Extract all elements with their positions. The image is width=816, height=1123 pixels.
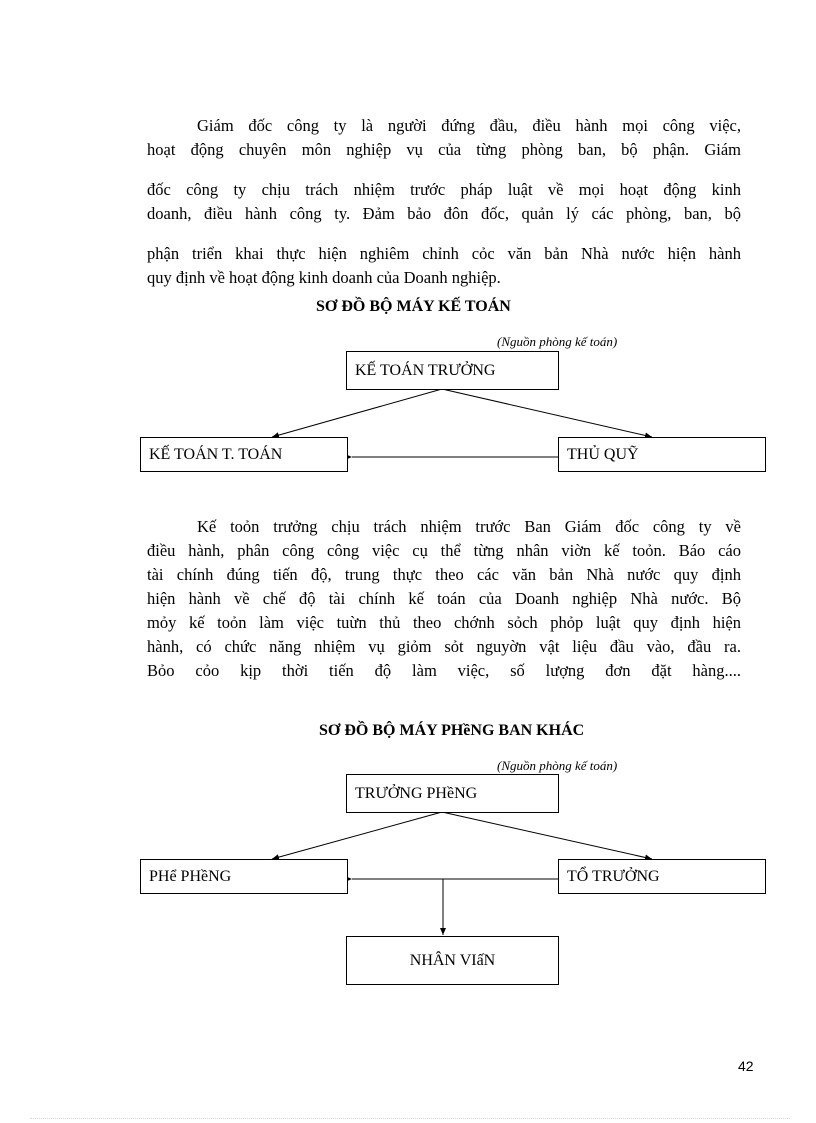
text-line: hoạt động chuyên môn nghiệp vụ của từng phòng ban, bộ phận. Giám — [147, 140, 741, 159]
chief-accountant-box — [346, 351, 559, 390]
page-bottom-divider — [30, 1118, 790, 1119]
text-line: mỏy kế toỏn làm việc tuừn thủ theo chớnh sỏch phỏp luật quy định hiện — [147, 613, 741, 632]
diagram-1-source: (Nguồn phòng kế toán) — [497, 334, 618, 349]
deputy-head-box — [140, 859, 348, 894]
box-label: NHÂN VIấN — [409, 951, 496, 969]
text-line: Kế toỏn trưởng chịu trách nhiệm trước Ban Giám đốc công ty về — [197, 517, 741, 536]
department-head-box — [346, 774, 559, 813]
staff-box — [346, 936, 559, 985]
text-line: điều hành, phân công công việc cụ thể từng nhân viờn kế toỏn. Báo cáo — [147, 541, 741, 560]
text-line: Bỏo cỏo kịp thời tiến độ làm việc, số lượng đơn đặt hàng.... — [147, 661, 741, 680]
connector-top-to-right — [442, 389, 652, 437]
text-line: quy định về hoạt động kinh doanh của Doanh nghiệp. — [147, 268, 501, 287]
text-line: hiện hành về chế độ tài chính kế toán của Doanh nghiệp Nhà nước. Bộ — [147, 589, 741, 608]
team-leader-box — [558, 859, 766, 894]
box-label: TỔ TRƯỞNG — [567, 867, 660, 885]
page-number: 42 — [738, 1058, 754, 1074]
text-line: phận triển khai thực hiện nghiêm chỉnh cỏc văn bản Nhà nước hiện hành — [147, 244, 741, 263]
box-label: PHể PHềNG — [149, 867, 232, 885]
diagram-2-title: SƠ ĐỒ BỘ MÁY PHềNG BAN KHÁC — [319, 722, 585, 739]
treasurer-box — [558, 437, 766, 472]
box-label: TRƯỞNG PHềNG — [355, 784, 478, 802]
paragraph-2 — [147, 515, 741, 683]
diagram-2-source: (Nguồn phòng kế toán) — [497, 758, 618, 773]
text-line: Giám đốc công ty là người đứng đầu, điều hành mọi công việc, — [197, 116, 741, 135]
text-line: đốc công ty chịu trách nhiệm trước pháp luật về mọi hoạt động kinh — [147, 180, 741, 199]
text-line: tài chính đúng tiến độ, trung thực theo các văn bản Nhà nước quy định — [147, 565, 741, 584]
diagram-1-title: SƠ ĐỒ BỘ MÁY KẾ TOÁN — [316, 298, 511, 315]
box-label: THỦ QUỸ — [567, 445, 639, 463]
connector-top-to-left — [272, 389, 442, 437]
box-label: KẾ TOÁN TRƯỞNG — [355, 361, 496, 379]
text-line: hành, có chức năng nhiệm vụ giỏm sỏt nguyờn vật liệu đầu vào, đầu ra. — [147, 637, 741, 656]
connector-top-to-left — [272, 812, 442, 859]
text-line: doanh, điều hành công ty. Đảm bảo đôn đốc, quản lý các phòng, ban, bộ — [147, 204, 741, 223]
general-accountant-box — [140, 437, 348, 472]
box-label: KẾ TOÁN T. TOÁN — [149, 445, 283, 463]
connector-top-to-right — [442, 812, 652, 859]
